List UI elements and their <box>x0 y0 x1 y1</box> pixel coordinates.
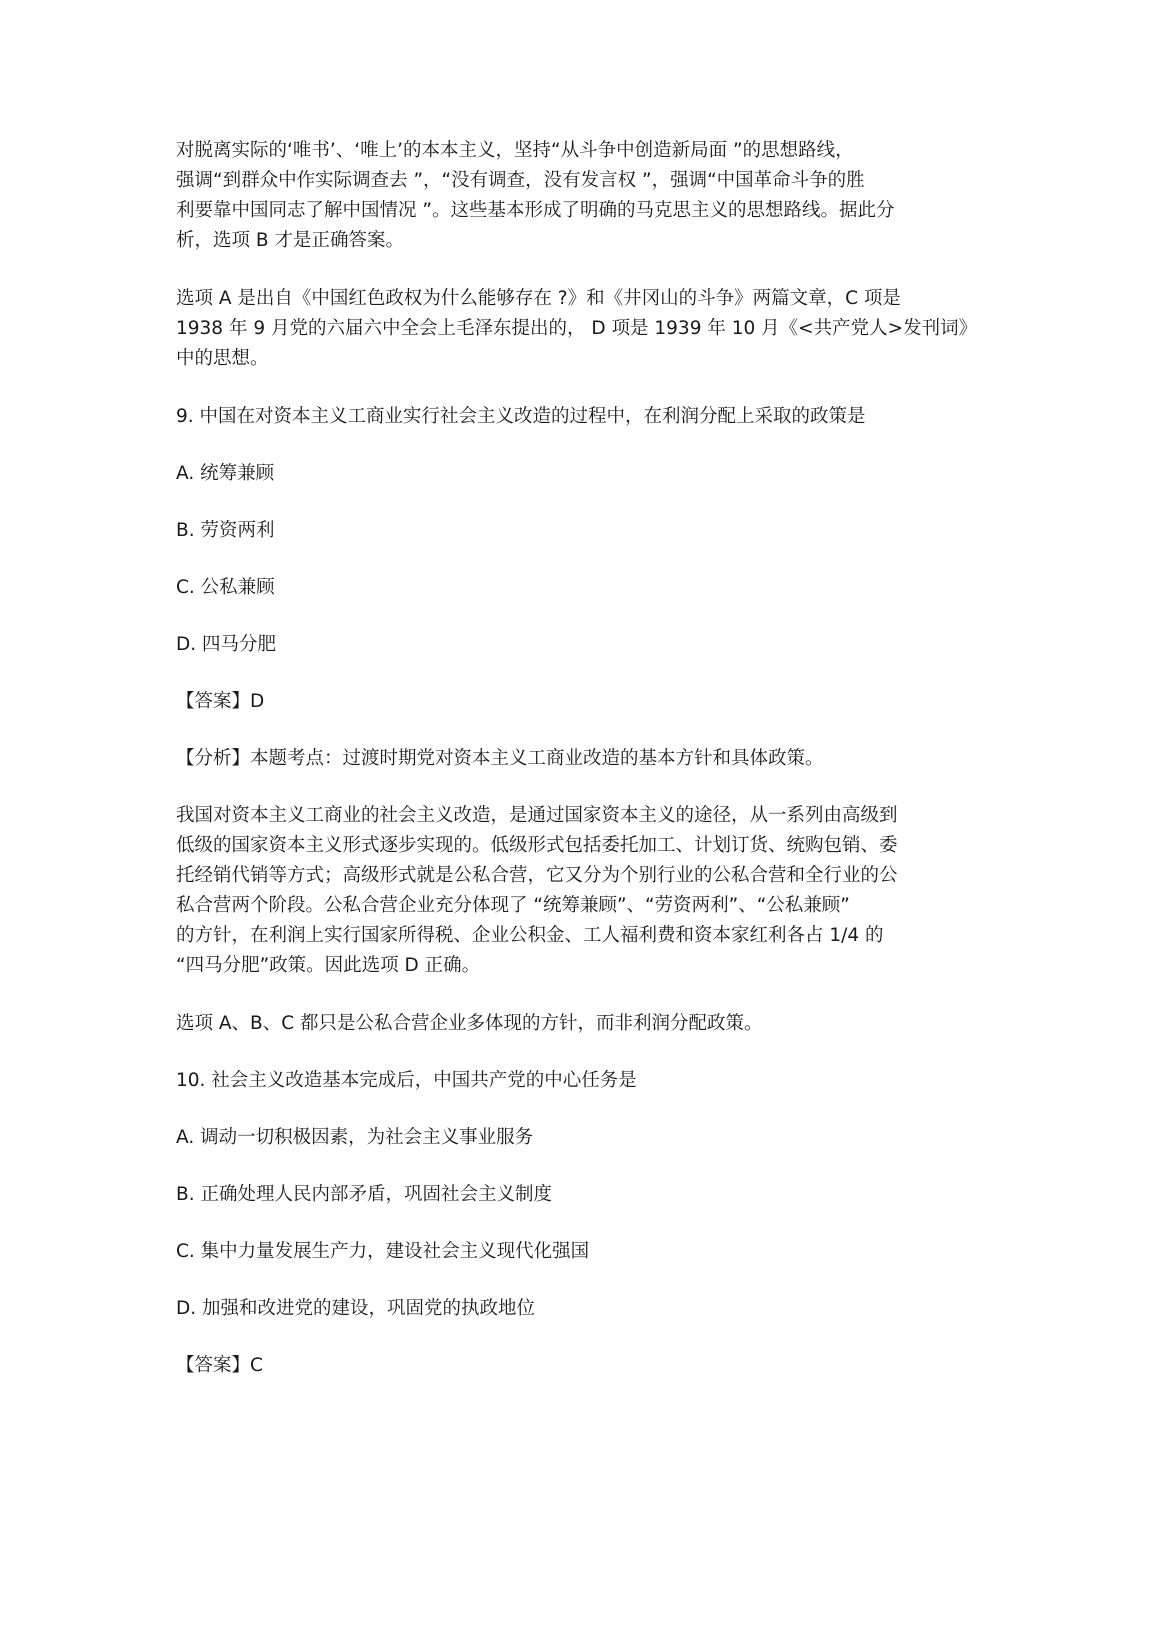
q9-explanation-line: 的方针，在利润上实行国家所得税、企业公积金、工人福利费和资本家红利各占 1/4 的 <box>176 925 884 946</box>
q10-option-d: D. 加强和改进党的建设，巩固党的执政地位 <box>176 1298 536 1319</box>
intro-line: 对脱离实际的‘唯书’、‘唯上’的本本主义，坚持“从斗争中创造新局面 ”的思想路线， <box>176 140 854 161</box>
q10-option-b: B. 正确处理人民内部矛盾，巩固社会主义制度 <box>176 1184 552 1205</box>
q9-question: 9. 中国在对资本主义工商业实行社会主义改造的过程中，在利润分配上采取的政策是 <box>176 406 866 427</box>
q9-option-a: A. 统筹兼顾 <box>176 463 275 484</box>
intro-line: 强调“到群众中作实际调查去 ”，“没有调查，没有发言权 ”，强调“中国革命斗争的胜 <box>176 170 865 191</box>
document-content <box>176 136 996 1381</box>
q9-analysis: 【分析】本题考点：过渡时期党对资本主义工商业改造的基本方针和具体政策。 <box>176 748 824 769</box>
q9-note: 选项 A、B、C 都只是公私合营企业多体现的方针，而非利润分配政策。 <box>176 1013 763 1034</box>
q9-explanation <box>176 801 996 981</box>
q10-option-a: A. 调动一切积极因素，为社会主义事业服务 <box>176 1127 534 1148</box>
options-note-line: 选项 A 是出自《中国红色政权为什么能够存在 ?》和《井冈山的斗争》两篇文章，C 项是 <box>176 288 901 309</box>
options-note-line: 1938 年 9 月党的六届六中全会上毛泽东提出的， D 项是 1939 年 10 月《<共产党人>发刊词》 <box>176 318 978 339</box>
q10-option-c: C. 集中力量发展生产力，建设社会主义现代化强国 <box>176 1241 590 1262</box>
q9-explanation-line: “四马分肥”政策。因此选项 D 正确。 <box>176 955 481 976</box>
q9-explanation-line: 托经销代销等方式；高级形式就是公私合营，它又分为个别行业的公私合营和全行业的公 <box>176 865 898 886</box>
q9-option-b: B. 劳资两利 <box>176 520 275 541</box>
q10-answer: 【答案】C <box>176 1355 263 1376</box>
intro-line: 利要靠中国同志了解中国情况 ”。这些基本形成了明确的马克思主义的思想路线。据此分 <box>176 200 895 221</box>
options-note-paragraph <box>176 284 996 374</box>
q9-option-c: C. 公私兼顾 <box>176 577 275 598</box>
q9-explanation-line: 我国对资本主义工商业的社会主义改造，是通过国家资本主义的途径，从一系列由高级到 <box>176 805 898 826</box>
intro-line: 析，选项 B 才是正确答案。 <box>176 230 404 251</box>
q9-option-d: D. 四马分肥 <box>176 634 277 655</box>
q9-explanation-line: 低级的国家资本主义形式逐步实现的。低级形式包括委托加工、计划订货、统购包销、委 <box>176 835 898 856</box>
q9-explanation-line: 私合营两个阶段。公私合营企业充分体现了 “统筹兼顾”、“劳资两利”、“公私兼顾” <box>176 895 850 916</box>
options-note-line: 中的思想。 <box>176 348 269 369</box>
intro-paragraph <box>176 136 996 256</box>
q9-answer: 【答案】D <box>176 691 265 712</box>
q10-question: 10. 社会主义改造基本完成后，中国共产党的中心任务是 <box>176 1070 637 1091</box>
